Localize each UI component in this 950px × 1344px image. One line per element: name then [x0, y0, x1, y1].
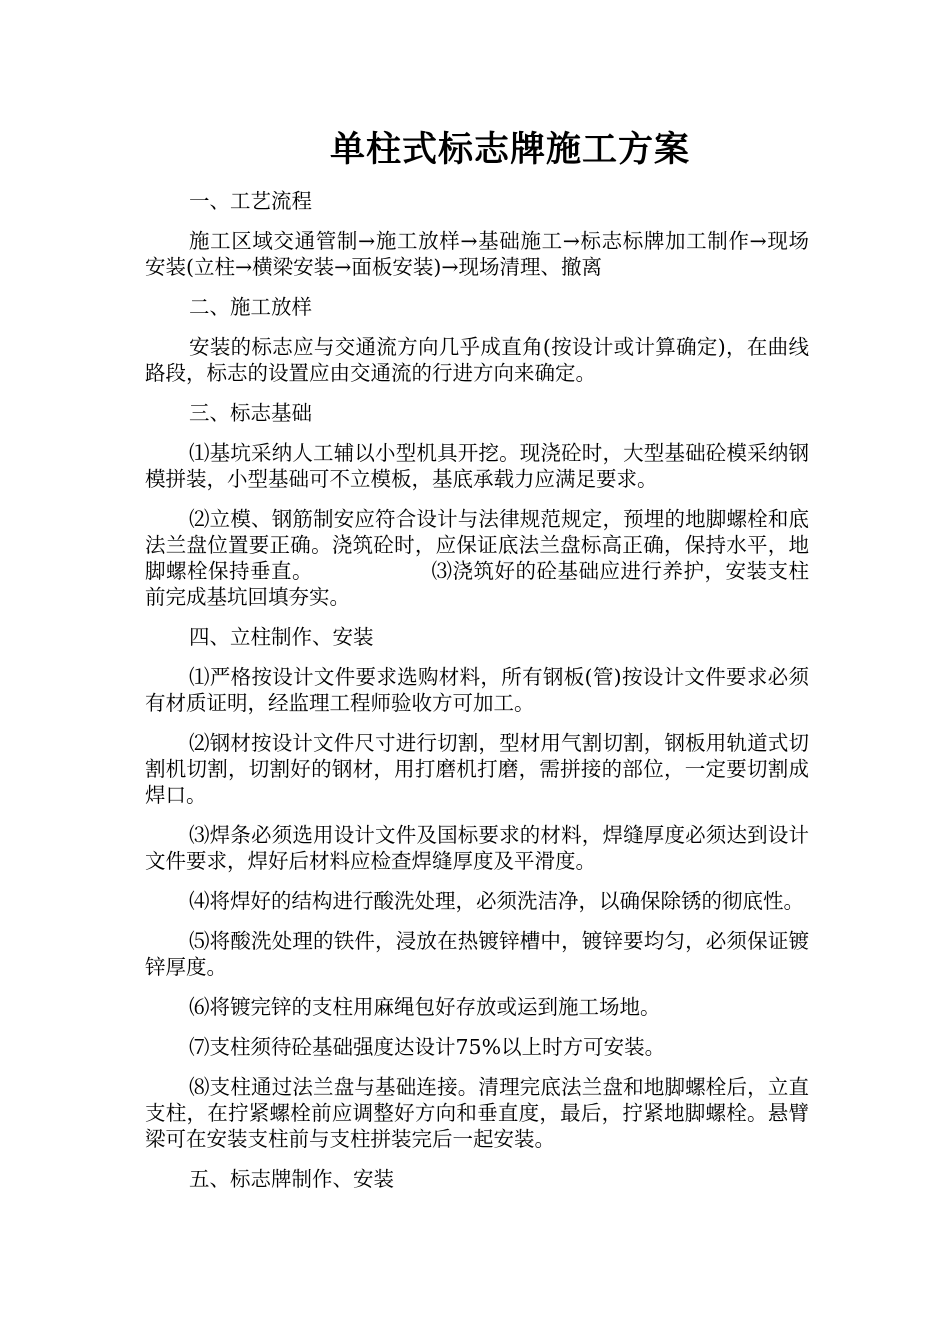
paragraph-column-6: ⑹将镀完锌的支柱用麻绳包好存放或运到施工场地。 — [189, 995, 661, 1019]
paragraph-column-3: ⑶焊条必须选用设计文件及国标要求的材料，焊缝厚度必须达到设计文件要求，焊好后材料应检查焊缝厚度及平滑度。 — [145, 823, 809, 873]
paragraph-foundation-3: ⑶浇筑好的砼基础应进行养护，安装支柱前完成基坑回填夯实。 — [145, 559, 809, 609]
paragraph-process-flow: 施工区域交通管制→施工放样→基础施工→标志标牌加工制作→现场安装(立柱→横梁安装→面板安装)→现场清理、撤离 — [145, 229, 809, 279]
paragraph-foundation-1: ⑴基坑采纳人工辅以小型机具开挖。现浇砼时，大型基础砼模采纳钢模拼装，小型基础可不立模板，基底承载力应满足要求。 — [145, 441, 809, 491]
paragraph-column-7: ⑺支柱须待砼基础强度达设计75%以上时方可安装。 — [189, 1035, 666, 1059]
paragraph-column-8: ⑻支柱通过法兰盘与基础连接。清理完底法兰盘和地脚螺栓后，立直支柱，在拧紧螺栓前应调整好方向和垂直度，最后，拧紧地脚螺栓。悬臂梁可在安装支柱前与支柱拼装完后一起安装。 — [145, 1075, 809, 1151]
section-heading-process: 一、工艺流程 — [189, 189, 312, 213]
document-body — [145, 188, 809, 1206]
paragraph-column-5: ⑸将酸洗处理的铁件，浸放在热镀锌槽中，镀锌要均匀，必须保证镀锌厚度。 — [145, 929, 809, 979]
document-title: 单柱式标志牌施工方案 — [329, 129, 690, 170]
paragraph-foundation-2 — [145, 506, 809, 610]
section-heading-sign: 五、标志牌制作、安装 — [189, 1167, 394, 1191]
paragraph-column-2: ⑵钢材按设计文件尺寸进行切割，型材用气割切割，钢板用轨道式切割机切割，切割好的钢材，用打磨机打磨，需拼接的部位，一定要切割成焊口。 — [145, 731, 809, 807]
section-heading-column: 四、立柱制作、安装 — [189, 625, 374, 649]
section-heading-foundation: 三、标志基础 — [189, 401, 312, 425]
paragraph-layout: 安装的标志应与交通流方向几乎成直角(按设计或计算确定)，在曲线路段，标志的设置应由交通流的行进方向来确定。 — [145, 335, 809, 385]
section-heading-layout: 二、施工放样 — [189, 295, 312, 319]
paragraph-column-4: ⑷将焊好的结构进行酸洗处理，必须洗洁净，以确保除锈的彻底性。 — [189, 889, 804, 913]
paragraph-column-1: ⑴严格按设计文件要求选购材料，所有钢板(管)按设计文件要求必须有材质证明，经监理工程师验收方可加工。 — [145, 665, 809, 715]
paragraph-foundation-2a: ⑵立模、钢筋制安应符合设计与法律规范规定，预埋的地脚螺栓和底法兰盘位置要正确。浇筑砼时，应保证底法兰盘标高正确，保持水平，地脚螺栓保持垂直。 — [145, 507, 809, 583]
